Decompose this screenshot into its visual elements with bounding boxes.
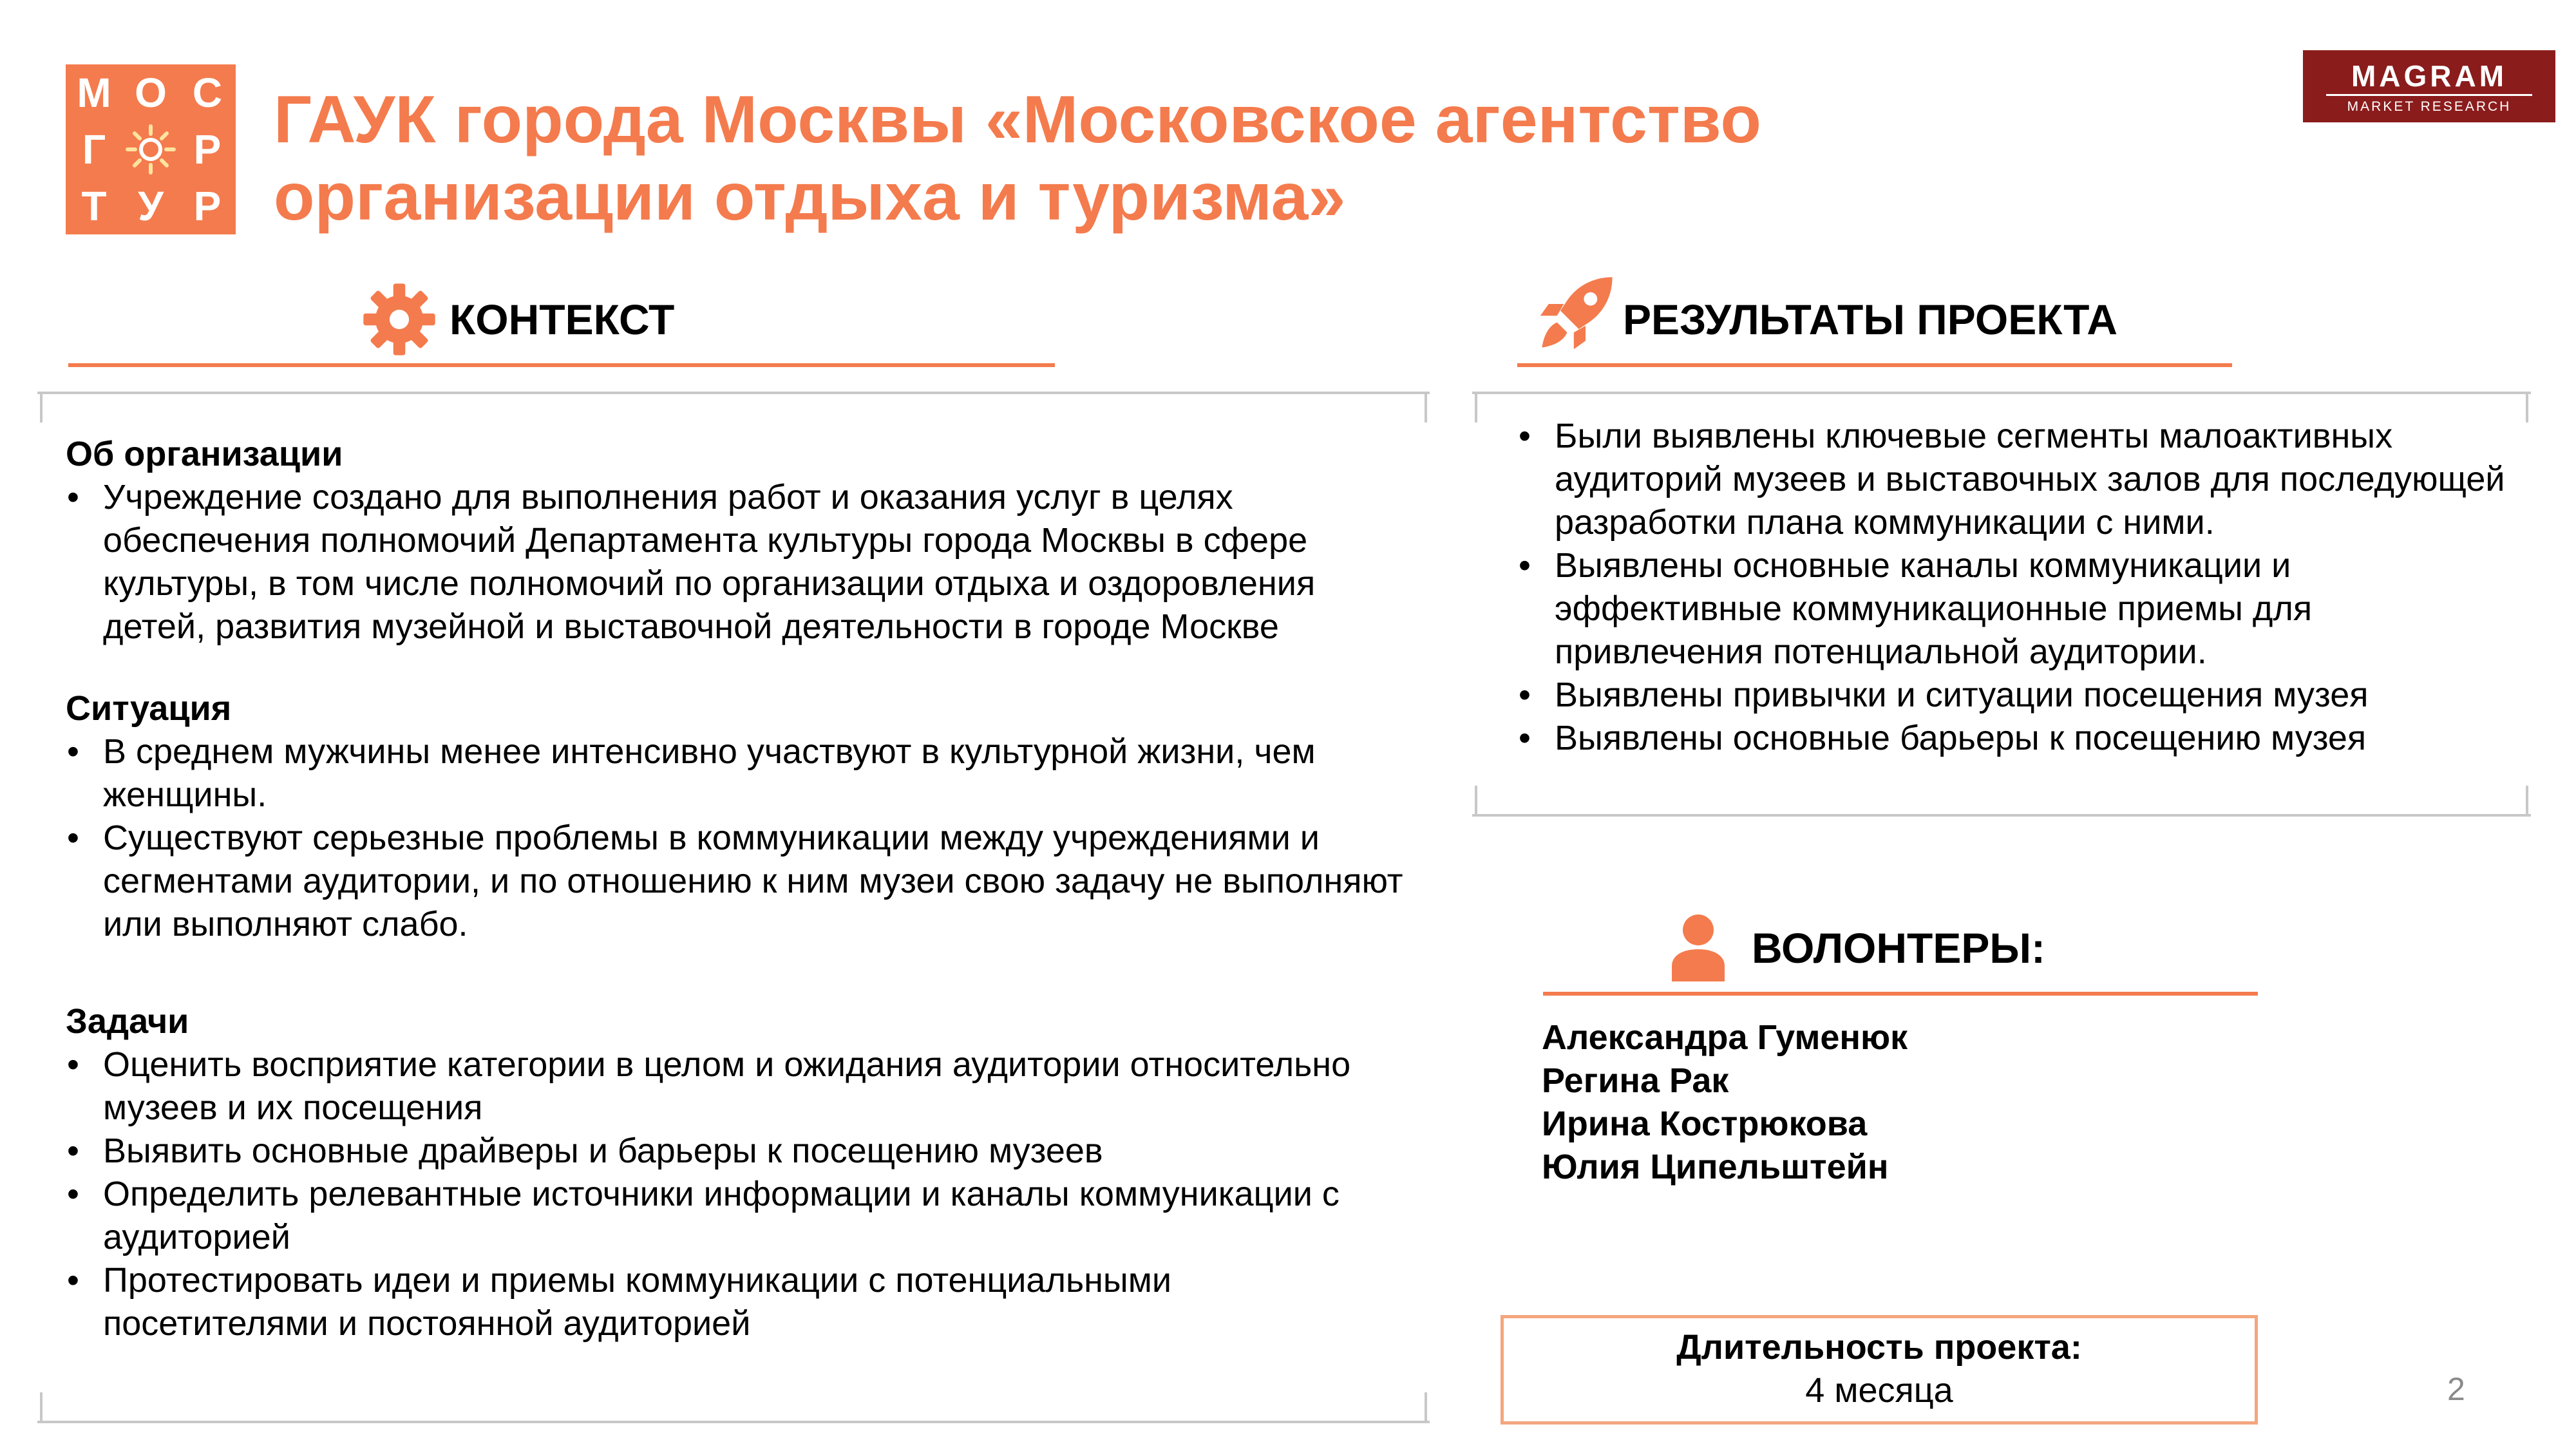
volunteer-name: Ирина Кострюкова	[1542, 1104, 1868, 1143]
list-item: • Существуют серьезные проблемы в коммуникации между учреждениями и сегментами аудитории, и по отношению к ним музеи свою задачу не выполняют или выполняют слабо.	[66, 817, 1405, 946]
logo-letter: С	[192, 70, 223, 116]
list-item: • Выявить основные драйверы и барьеры к посещению музеев	[66, 1130, 1405, 1173]
brand-name: MAGRAM	[2351, 59, 2508, 93]
volunteers-header: ВОЛОНТЕРЫ:	[1752, 924, 2045, 972]
brand-tagline: MARKET RESEARCH	[2347, 99, 2512, 114]
context-underline	[68, 363, 1055, 367]
logo-letter: Р	[193, 126, 222, 173]
section-heading: Задачи	[66, 1002, 189, 1041]
list-item: • Оценить восприятие категории в целом и ожидания аудитории относительно музеев и их посещения	[66, 1043, 1405, 1130]
mosgortur-logo	[66, 64, 236, 234]
title-line-2: организации отдыха и туризма»	[274, 160, 1346, 234]
duration-value: 4 месяца	[1805, 1371, 1953, 1410]
list-item: • В среднем мужчины менее интенсивно участвуют в культурной жизни, чем женщины.	[66, 730, 1405, 817]
logo-letter: М	[77, 70, 111, 116]
brand-divider	[2326, 94, 2532, 96]
page-title	[274, 81, 2206, 236]
list-item: • Выявлены основные каналы коммуникации и эффективные коммуникационные приемы для привлечения потенциальной аудитории.	[1517, 544, 2509, 674]
volunteer-name: Регина Рак	[1542, 1061, 1729, 1100]
list-item: • Выявлены привычки и ситуации посещения музея	[1517, 674, 2509, 717]
rocket-icon	[1535, 270, 1619, 354]
volunteers-list	[1542, 1016, 2315, 1189]
section-heading: Ситуация	[66, 689, 232, 728]
results-header: РЕЗУЛЬТАТЫ ПРОЕКТА	[1623, 296, 2117, 343]
list-item: • Учреждение создано для выполнения работ и оказания услуг в целях обеспечения полномочий Департамента культуры города Москвы в сфере культуры, в том числе полномочий по организации отдыха и оздоровления детей, развития музейной и выставочной деятельности в городе Москве	[66, 476, 1405, 649]
logo-letter: Т	[81, 183, 107, 229]
org-list	[66, 476, 1405, 649]
list-item: • Были выявлены ключевые сегменты малоактивных аудиторий музеев и выставочных залов для последующей разработки плана коммуникации с ними.	[1517, 415, 2509, 544]
context-content	[66, 433, 1405, 1345]
results-list	[1517, 415, 2509, 760]
list-item: • Выявлены основные барьеры к посещению музея	[1517, 717, 2509, 760]
volunteer-name: Александра Гуменюк	[1542, 1018, 1908, 1057]
volunteers-underline	[1543, 992, 2258, 996]
results-underline	[1517, 363, 2232, 367]
volunteer-name: Юлия Ципельштейн	[1542, 1148, 1889, 1186]
duration-box	[1501, 1315, 2258, 1425]
section-heading: Об организации	[66, 435, 343, 473]
person-icon	[1669, 913, 1727, 981]
results-content	[1517, 415, 2509, 760]
logo-letter: У	[138, 183, 164, 229]
logo-letter: Г	[82, 126, 106, 173]
title-line-1: ГАУК города Москвы «Московское агентство	[274, 82, 1761, 157]
duration-label: Длительность проекта:	[1676, 1328, 2082, 1367]
situation-list	[66, 730, 1405, 946]
logo-letter: О	[135, 70, 167, 116]
list-item: • Протестировать идеи и приемы коммуникации с потенциальными посетителями и постоянной аудиторией	[66, 1259, 1405, 1345]
tasks-list	[66, 1043, 1405, 1345]
logo-letter: Р	[193, 183, 222, 229]
context-header: КОНТЕКСТ	[450, 296, 675, 343]
list-item: • Определить релевантные источники информации и каналы коммуникации с аудиторией	[66, 1173, 1405, 1259]
page-number: 2	[2447, 1371, 2465, 1407]
gear-icon	[362, 282, 437, 357]
sun-icon	[122, 121, 179, 178]
magram-logo	[2303, 50, 2555, 122]
